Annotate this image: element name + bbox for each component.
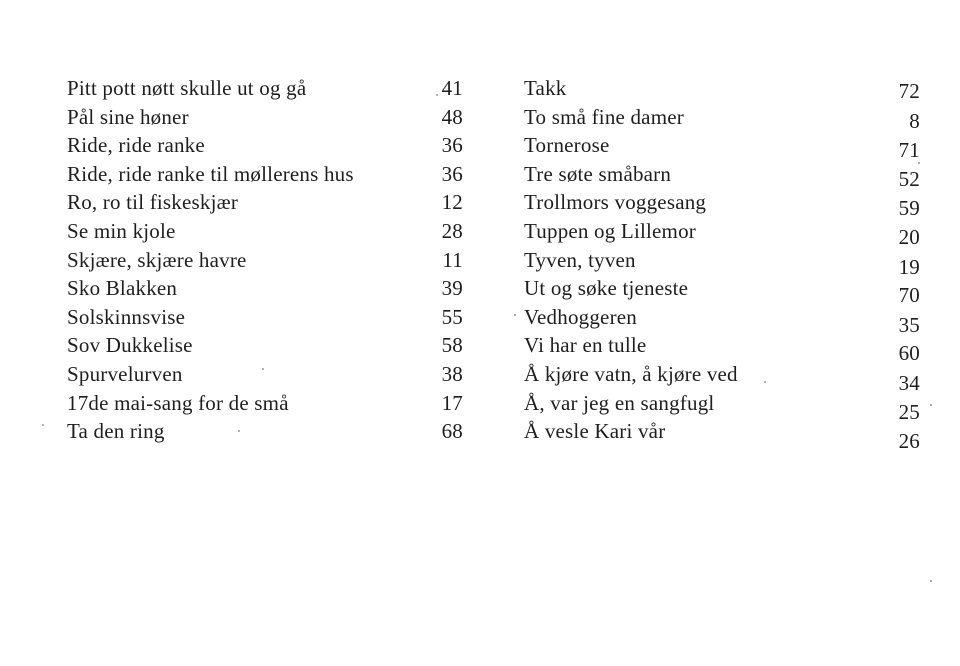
- index-entry: [67, 74, 463, 103]
- page-number: 38: [441, 361, 463, 386]
- scan-speck: [764, 381, 766, 383]
- index-entry: [524, 360, 920, 395]
- page-number: 48: [441, 104, 463, 129]
- index-entry: [524, 274, 920, 308]
- page-number: 20: [898, 224, 920, 249]
- index-entry: [67, 217, 463, 246]
- page-number: 36: [441, 133, 463, 158]
- song-title: Ride, ride ranke til møllerens hus: [67, 161, 354, 186]
- index-entry: [524, 74, 920, 103]
- index-entry: [524, 331, 920, 366]
- page-number: 19: [898, 254, 920, 279]
- index-column-right: [524, 74, 920, 454]
- index-entry: [67, 103, 463, 132]
- scan-speck: [238, 430, 240, 432]
- page-number: 28: [441, 218, 463, 243]
- song-title: Tre søte småbarn: [524, 161, 672, 186]
- scan-speck: [918, 162, 920, 164]
- scan-speck: [262, 368, 264, 370]
- page-number: 72: [898, 79, 920, 103]
- index-entry: [524, 389, 920, 424]
- index-entry: [67, 331, 463, 360]
- page-number: 25: [898, 399, 920, 424]
- index-entry: [524, 217, 920, 249]
- song-title: Ro, ro til fiskeskjær: [67, 190, 239, 215]
- song-title: Vi har en tulle: [524, 333, 647, 358]
- song-title: Vedhoggeren: [524, 304, 637, 329]
- song-title: Sov Dukkelise: [67, 333, 193, 358]
- song-title: Tornerose: [524, 133, 610, 158]
- index-column-left: [67, 74, 463, 446]
- index-entry: [67, 417, 463, 446]
- scan-speck: [436, 94, 438, 96]
- index-entry: [67, 160, 463, 189]
- song-title: Trollmors voggesang: [524, 190, 707, 215]
- song-title: To små fine damer: [524, 104, 684, 129]
- page-number: 55: [441, 304, 463, 329]
- song-title: Pitt pott nøtt skulle ut og gå: [67, 76, 307, 100]
- scan-speck: [930, 404, 932, 406]
- index-entry: [524, 131, 920, 163]
- index-entry: [524, 188, 920, 221]
- page-number: 68: [441, 419, 463, 444]
- song-title: Ut og søke tjeneste: [524, 276, 689, 301]
- index-entry: [67, 389, 463, 418]
- song-title: Tyven, tyven: [524, 247, 636, 272]
- page-number: 12: [441, 190, 463, 215]
- song-title: Ta den ring: [67, 419, 165, 444]
- scan-speck: [514, 314, 516, 316]
- page-number: 26: [898, 429, 920, 454]
- page-number: 41: [441, 76, 463, 100]
- index-entry: [524, 103, 920, 132]
- index-entry: [67, 131, 463, 160]
- page-number: 58: [441, 333, 463, 358]
- index-entry: [67, 360, 463, 389]
- index-entry: [67, 303, 463, 332]
- index-entry: [67, 188, 463, 217]
- index-entry: [524, 303, 920, 337]
- song-title: Ride, ride ranke: [67, 133, 205, 158]
- song-title: Sko Blakken: [67, 276, 178, 301]
- page-number: 60: [898, 341, 920, 366]
- song-title: Spurvelurven: [67, 361, 183, 386]
- song-title: 17de mai-sang for de små: [67, 390, 289, 415]
- song-title: Skjære, skjære havre: [67, 247, 247, 272]
- page-number: 39: [441, 276, 463, 301]
- page-number: 36: [441, 161, 463, 186]
- song-title: Tuppen og Lillemor: [524, 218, 696, 243]
- scan-speck: [42, 424, 44, 426]
- song-title: Å vesle Kari vår: [524, 419, 666, 444]
- page-number: 17: [441, 390, 463, 415]
- song-title: Takk: [524, 76, 567, 100]
- page-number: 52: [898, 166, 920, 191]
- page-number: 35: [898, 312, 920, 337]
- page-number: 59: [898, 196, 920, 221]
- index-entry: [524, 246, 920, 279]
- song-title: Å, var jeg en sangfugl: [524, 390, 715, 415]
- song-title: Pål sine høner: [67, 104, 189, 129]
- index-entry: [524, 160, 920, 189]
- page-number: 70: [898, 283, 920, 308]
- index-entry: [67, 274, 463, 303]
- song-title: Se min kjole: [67, 218, 176, 243]
- song-title: Solskinnsvise: [67, 304, 186, 329]
- page-number: 11: [442, 247, 463, 272]
- scan-speck: [930, 580, 932, 582]
- index-entry: [67, 246, 463, 275]
- index-entry: [524, 417, 920, 454]
- page-number: 34: [898, 370, 920, 395]
- page-number: 71: [898, 138, 920, 163]
- page-number: 8: [909, 108, 920, 133]
- song-title: Å kjøre vatn, å kjøre ved: [524, 361, 738, 386]
